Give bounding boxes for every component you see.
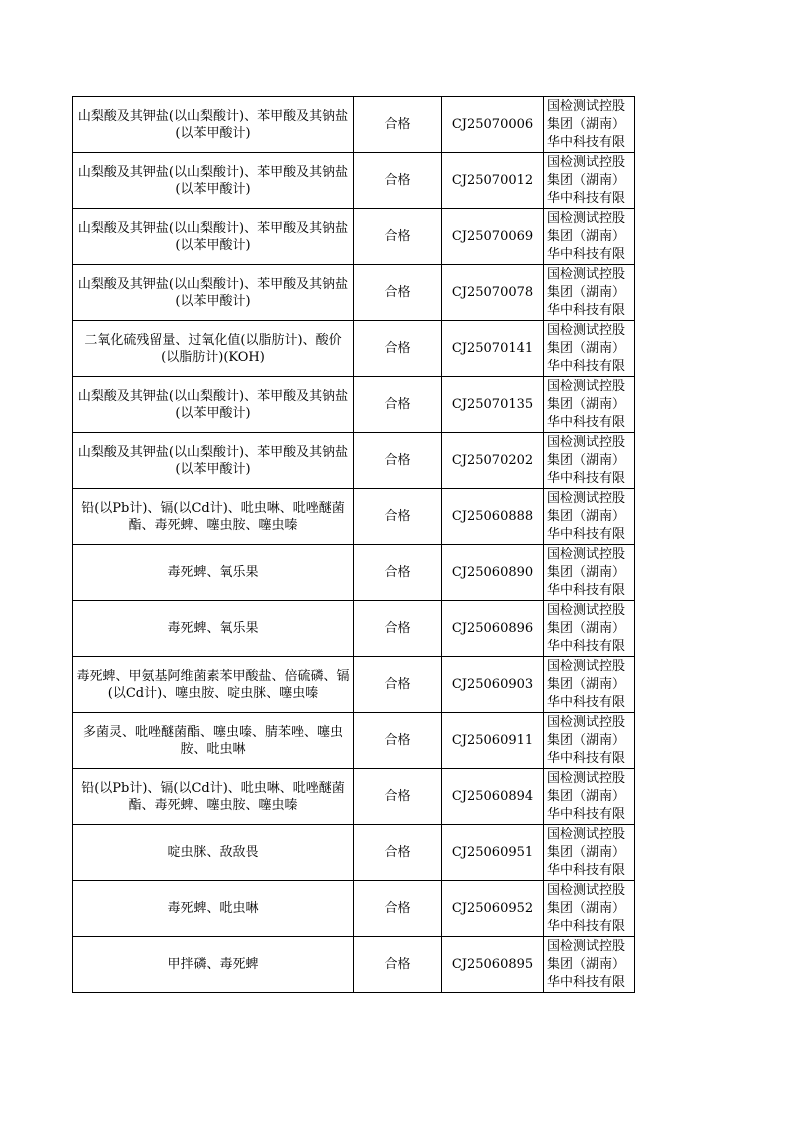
result-cell: 合格: [354, 209, 442, 265]
testing-org-line: 集团（湖南）: [547, 564, 626, 580]
result-cell: 合格: [354, 937, 442, 993]
result-cell: 合格: [354, 713, 442, 769]
testing-org-line: 华中科技有限: [547, 302, 626, 318]
sample-code-cell: CJ25070012: [442, 153, 544, 209]
result-cell: 合格: [354, 769, 442, 825]
test-items-cell: 山梨酸及其钾盐(以山梨酸计)、苯甲酸及其钠盐(以苯甲酸计): [73, 153, 354, 209]
testing-org-line: 华中科技有限: [547, 414, 626, 430]
testing-org-line: 华中科技有限: [547, 974, 626, 990]
table-row: [73, 209, 635, 265]
table-row: [73, 769, 635, 825]
result-cell: 合格: [354, 321, 442, 377]
inspection-results-table: [72, 96, 635, 993]
testing-org-line: 集团（湖南）: [547, 340, 626, 356]
testing-org-line: 集团（湖南）: [547, 900, 626, 916]
test-items-cell: 山梨酸及其钾盐(以山梨酸计)、苯甲酸及其钠盐(以苯甲酸计): [73, 265, 354, 321]
testing-org-line: 集团（湖南）: [547, 788, 626, 804]
test-items-cell: 二氧化硫残留量、过氧化值(以脂肪计)、酸价(以脂肪计)(KOH): [73, 321, 354, 377]
testing-org-line: 国检测试控股: [547, 434, 626, 450]
result-cell: 合格: [354, 97, 442, 153]
sample-code-cell: CJ25060890: [442, 545, 544, 601]
table-row: [73, 825, 635, 881]
table-row: [73, 377, 635, 433]
testing-org-line: 国检测试控股: [547, 714, 626, 730]
testing-org-cell: [544, 545, 635, 601]
test-items-cell: 多菌灵、吡唑醚菌酯、噻虫嗪、腈苯唑、噻虫胺、吡虫啉: [73, 713, 354, 769]
sample-code-cell: CJ25070006: [442, 97, 544, 153]
testing-org-line: 国检测试控股: [547, 546, 626, 562]
table-row: [73, 153, 635, 209]
testing-org-cell: [544, 713, 635, 769]
testing-org-line: 华中科技有限: [547, 582, 626, 598]
testing-org-line: 集团（湖南）: [547, 844, 626, 860]
testing-org-line: 国检测试控股: [547, 210, 626, 226]
sample-code-cell: CJ25060895: [442, 937, 544, 993]
testing-org-line: 集团（湖南）: [547, 172, 626, 188]
sample-code-cell: CJ25060903: [442, 657, 544, 713]
testing-org-line: 国检测试控股: [547, 658, 626, 674]
table-row: [73, 321, 635, 377]
result-cell: 合格: [354, 545, 442, 601]
testing-org-line: 集团（湖南）: [547, 620, 626, 636]
test-items-cell: 毒死蜱、甲氨基阿维菌素苯甲酸盐、倍硫磷、镉(以Cd计)、噻虫胺、啶虫脒、噻虫嗪: [73, 657, 354, 713]
table-row: [73, 937, 635, 993]
test-items-cell: 铅(以Pb计)、镉(以Cd计)、吡虫啉、吡唑醚菌酯、毒死蜱、噻虫胺、噻虫嗪: [73, 489, 354, 545]
testing-org-line: 国检测试控股: [547, 826, 626, 842]
result-cell: 合格: [354, 265, 442, 321]
testing-org-cell: [544, 433, 635, 489]
table-row: [73, 657, 635, 713]
testing-org-line: 国检测试控股: [547, 882, 626, 898]
result-cell: 合格: [354, 153, 442, 209]
testing-org-line: 华中科技有限: [547, 862, 626, 878]
testing-org-line: 国检测试控股: [547, 490, 626, 506]
sample-code-cell: CJ25070202: [442, 433, 544, 489]
test-items-cell: 毒死蜱、吡虫啉: [73, 881, 354, 937]
table-row: [73, 433, 635, 489]
testing-org-cell: [544, 209, 635, 265]
testing-org-line: 华中科技有限: [547, 134, 626, 150]
result-cell: 合格: [354, 881, 442, 937]
testing-org-line: 集团（湖南）: [547, 452, 626, 468]
testing-org-cell: [544, 97, 635, 153]
testing-org-line: 集团（湖南）: [547, 508, 626, 524]
testing-org-line: 国检测试控股: [547, 770, 626, 786]
table-row: [73, 601, 635, 657]
testing-org-cell: [544, 657, 635, 713]
table-row: [73, 713, 635, 769]
testing-org-cell: [544, 881, 635, 937]
test-items-cell: 山梨酸及其钾盐(以山梨酸计)、苯甲酸及其钠盐(以苯甲酸计): [73, 433, 354, 489]
testing-org-line: 国检测试控股: [547, 378, 626, 394]
testing-org-line: 华中科技有限: [547, 526, 626, 542]
sample-code-cell: CJ25070135: [442, 377, 544, 433]
testing-org-line: 国检测试控股: [547, 322, 626, 338]
testing-org-cell: [544, 937, 635, 993]
result-cell: 合格: [354, 433, 442, 489]
sample-code-cell: CJ25070069: [442, 209, 544, 265]
table-row: [73, 489, 635, 545]
testing-org-line: 集团（湖南）: [547, 732, 626, 748]
testing-org-cell: [544, 489, 635, 545]
testing-org-cell: [544, 601, 635, 657]
sample-code-cell: CJ25060951: [442, 825, 544, 881]
testing-org-line: 集团（湖南）: [547, 284, 626, 300]
test-items-cell: 山梨酸及其钾盐(以山梨酸计)、苯甲酸及其钠盐(以苯甲酸计): [73, 377, 354, 433]
testing-org-line: 华中科技有限: [547, 806, 626, 822]
test-items-cell: 啶虫脒、敌敌畏: [73, 825, 354, 881]
sample-code-cell: CJ25060952: [442, 881, 544, 937]
sample-code-cell: CJ25060894: [442, 769, 544, 825]
result-cell: 合格: [354, 825, 442, 881]
testing-org-line: 国检测试控股: [547, 602, 626, 618]
testing-org-line: 集团（湖南）: [547, 396, 626, 412]
testing-org-cell: [544, 769, 635, 825]
testing-org-line: 集团（湖南）: [547, 116, 626, 132]
testing-org-cell: [544, 153, 635, 209]
test-items-cell: 山梨酸及其钾盐(以山梨酸计)、苯甲酸及其钠盐(以苯甲酸计): [73, 209, 354, 265]
testing-org-line: 华中科技有限: [547, 918, 626, 934]
result-cell: 合格: [354, 489, 442, 545]
test-items-cell: 毒死蜱、氧乐果: [73, 601, 354, 657]
table-body: [73, 97, 635, 993]
test-items-cell: 毒死蜱、氧乐果: [73, 545, 354, 601]
result-cell: 合格: [354, 601, 442, 657]
testing-org-line: 华中科技有限: [547, 190, 626, 206]
testing-org-line: 集团（湖南）: [547, 676, 626, 692]
table-row: [73, 265, 635, 321]
test-items-cell: 山梨酸及其钾盐(以山梨酸计)、苯甲酸及其钠盐(以苯甲酸计): [73, 97, 354, 153]
testing-org-line: 国检测试控股: [547, 938, 626, 954]
sample-code-cell: CJ25070078: [442, 265, 544, 321]
testing-org-cell: [544, 825, 635, 881]
testing-org-line: 集团（湖南）: [547, 228, 626, 244]
testing-org-line: 国检测试控股: [547, 98, 626, 114]
test-items-cell: 甲拌磷、毒死蜱: [73, 937, 354, 993]
result-cell: 合格: [354, 377, 442, 433]
testing-org-line: 国检测试控股: [547, 154, 626, 170]
table-row: [73, 545, 635, 601]
test-items-cell: 铅(以Pb计)、镉(以Cd计)、吡虫啉、吡唑醚菌酯、毒死蜱、噻虫胺、噻虫嗪: [73, 769, 354, 825]
table-row: [73, 881, 635, 937]
sample-code-cell: CJ25060911: [442, 713, 544, 769]
sample-code-cell: CJ25060896: [442, 601, 544, 657]
testing-org-line: 华中科技有限: [547, 246, 626, 262]
testing-org-line: 华中科技有限: [547, 694, 626, 710]
testing-org-line: 华中科技有限: [547, 470, 626, 486]
testing-org-line: 华中科技有限: [547, 358, 626, 374]
table-row: [73, 97, 635, 153]
testing-org-cell: [544, 265, 635, 321]
testing-org-cell: [544, 321, 635, 377]
testing-org-line: 华中科技有限: [547, 750, 626, 766]
testing-org-line: 华中科技有限: [547, 638, 626, 654]
sample-code-cell: CJ25070141: [442, 321, 544, 377]
result-cell: 合格: [354, 657, 442, 713]
testing-org-line: 集团（湖南）: [547, 956, 626, 972]
testing-org-line: 国检测试控股: [547, 266, 626, 282]
sample-code-cell: CJ25060888: [442, 489, 544, 545]
testing-org-cell: [544, 377, 635, 433]
